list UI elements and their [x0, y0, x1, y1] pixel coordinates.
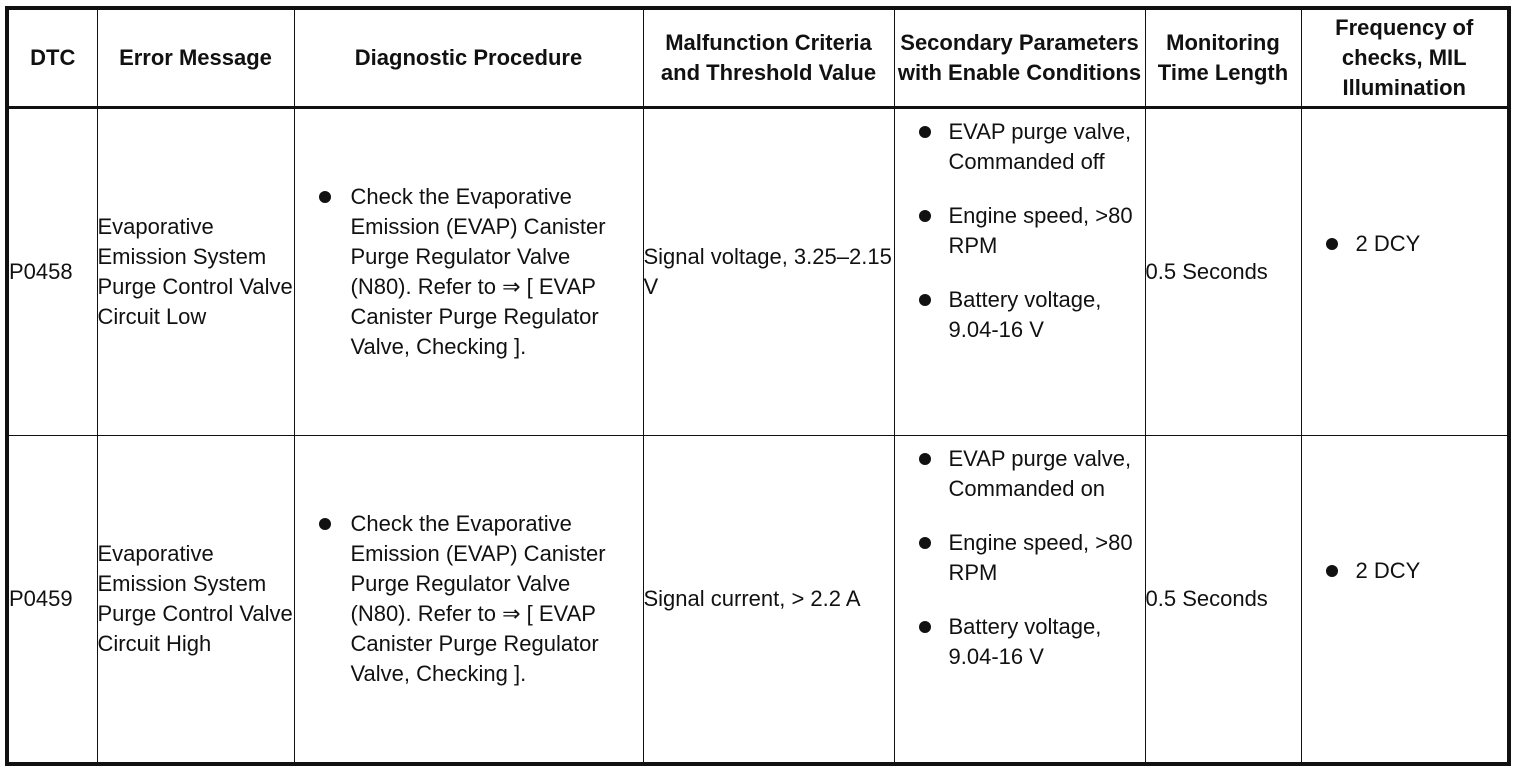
header-malfunction-criteria: Malfunction Criteria and Threshold Value — [643, 8, 894, 108]
header-diagnostic-procedure: Diagnostic Procedure — [294, 8, 643, 108]
malfunction-criteria: Signal voltage, 3.25–2.15 V — [643, 108, 894, 436]
dtc-code: P0459 — [7, 436, 97, 765]
header-row — [7, 8, 1509, 108]
parameter-item: Engine speed, >80 RPM — [895, 201, 1145, 261]
frequency-cell — [1301, 436, 1509, 765]
diagnostic-procedure — [294, 436, 643, 765]
frequency-value: 2 DCY — [1302, 556, 1508, 586]
header-frequency: Frequency of checks, MIL Illumination — [1301, 8, 1509, 108]
frequency-value: 2 DCY — [1302, 229, 1508, 259]
malfunction-criteria: Signal current, > 2.2 A — [643, 436, 894, 765]
secondary-parameters — [894, 436, 1145, 765]
header-secondary-parameters: Secondary Parameters with Enable Conditions — [894, 8, 1145, 108]
parameter-item: Battery voltage, 9.04-16 V — [895, 285, 1145, 345]
parameter-item: Battery voltage, 9.04-16 V — [895, 612, 1145, 672]
parameter-item: Engine speed, >80 RPM — [895, 528, 1145, 588]
error-message: Evaporative Emission System Purge Control Valve Circuit Low — [97, 108, 294, 436]
header-dtc: DTC — [7, 8, 97, 108]
monitoring-time: 0.5 Seconds — [1145, 108, 1301, 436]
procedure-step: Check the Evaporative Emission (EVAP) Canister Purge Regulator Valve (N80). Refer to ⇒ [ EVAP Canister Purge Regulator Valve, Checking ]. — [295, 182, 643, 362]
parameter-item: EVAP purge valve, Commanded off — [895, 117, 1145, 177]
error-message: Evaporative Emission System Purge Control Valve Circuit High — [97, 436, 294, 765]
dtc-table — [5, 6, 1511, 766]
parameter-item: EVAP purge valve, Commanded on — [895, 444, 1145, 504]
monitoring-time: 0.5 Seconds — [1145, 436, 1301, 765]
header-error-message: Error Message — [97, 8, 294, 108]
table-row — [7, 108, 1509, 436]
frequency-cell — [1301, 108, 1509, 436]
table-row — [7, 436, 1509, 765]
procedure-step: Check the Evaporative Emission (EVAP) Canister Purge Regulator Valve (N80). Refer to ⇒ [ EVAP Canister Purge Regulator Valve, Checking ]. — [295, 509, 643, 689]
header-monitoring-time: Monitoring Time Length — [1145, 8, 1301, 108]
dtc-code: P0458 — [7, 108, 97, 436]
secondary-parameters — [894, 108, 1145, 436]
diagnostic-procedure — [294, 108, 643, 436]
